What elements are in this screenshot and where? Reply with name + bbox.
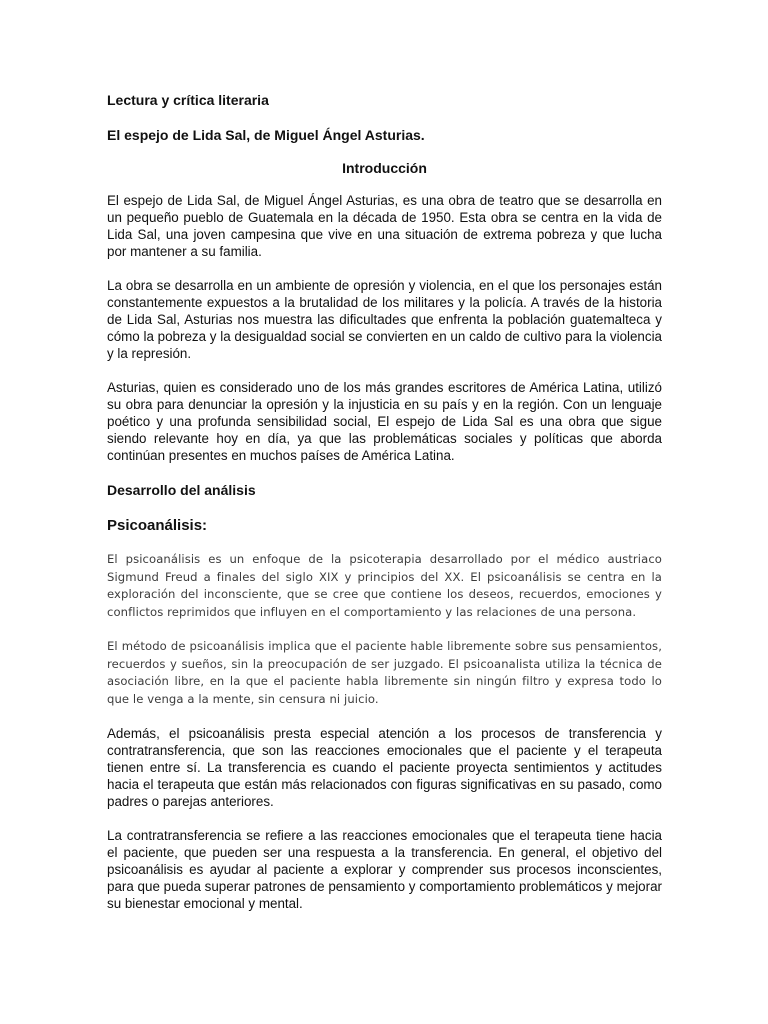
psychoanalysis-paragraph: El método de psicoanálisis implica que el paciente hable libremente sobre sus pensamientos, recuerdos y sueños, sin la preocupación de ser juzgado. El psicoanalista utiliza la técnica de asociación libre, en la que el paciente habla libremente sin ningún filtro y expresa todo lo que le venga a la mente, sin censura ni juicio. (107, 639, 662, 706)
closing-paragraph: Además, el psicoanálisis presta especial atención a los procesos de transferencia y contratransferencia, que son las reacciones emocionales que el paciente y el terapeuta tienen entre sí. La transferencia es cuando el paciente proyecta sentimientos y actitudes hacia el terapeuta que están más relacionados con figuras significativas en su pasado, como padres o parejas anteriores. (107, 726, 662, 809)
intro-paragraph: Asturias, quien es considerado uno de los más grandes escritores de América Latina, utilizó su obra para denunciar la opresión y la injusticia en su país y en la región. Con un lenguaje poético y una profunda sensibilidad social, El espejo de Lida Sal es una obra que sigue siendo relevante hoy en día, ya que las problemáticas sociales y políticas que aborda continúan presentes en muchos países de América Latina. (107, 380, 662, 463)
analysis-heading: Desarrollo del análisis (107, 482, 256, 498)
intro-paragraph: El espejo de Lida Sal, de Miguel Ángel Asturias, es una obra de teatro que se desarrolla en un pequeño pueblo de Guatemala en la década de 1950. Esta obra se centra en la vida de Lida Sal, una joven campesina que vive en una situación de extrema pobreza y que lucha por mantener a su familia. (107, 193, 662, 259)
closing-paragraph: La contratransferencia se refiere a las reacciones emocionales que el terapeuta tiene hacia el paciente, que pueden ser una respuesta a la transferencia. En general, el objetivo del psicoanálisis es ayudar al paciente a explorar y comprender sus procesos inconscientes, para que pueda superar patrones de pensamiento y comportamiento problemáticos y mejorar su bienestar emocional y mental. (107, 828, 662, 911)
psychoanalysis-heading: Psicoanálisis: (107, 517, 208, 534)
intro-paragraph: La obra se desarrolla en un ambiente de opresión y violencia, en el que los personajes están constantemente expuestos a la brutalidad de los militares y la policía. A través de la historia de Lida Sal, Asturias nos muestra las dificultades que enfrenta la población guatemalteca y cómo la pobreza y la desigualdad social se convierten en un caldo de cultivo para la violencia y la represión. (107, 278, 662, 361)
document-title: Lectura y crítica literaria (107, 92, 269, 108)
document-subtitle: El espejo de Lida Sal, de Miguel Ángel Asturias. (107, 127, 425, 143)
psychoanalysis-paragraph: El psicoanálisis es un enfoque de la psicoterapia desarrollado por el médico austriaco Sigmund Freud a finales del siglo XIX y principios del XX. El psicoanálisis se centra en la exploración del inconsciente, que se cree que contiene los deseos, recuerdos, emociones y conflictos reprimidos que influyen en el comportamiento y las relaciones de una persona. (107, 552, 662, 619)
intro-heading: Introducción (342, 160, 427, 176)
document-page (107, 91, 662, 929)
